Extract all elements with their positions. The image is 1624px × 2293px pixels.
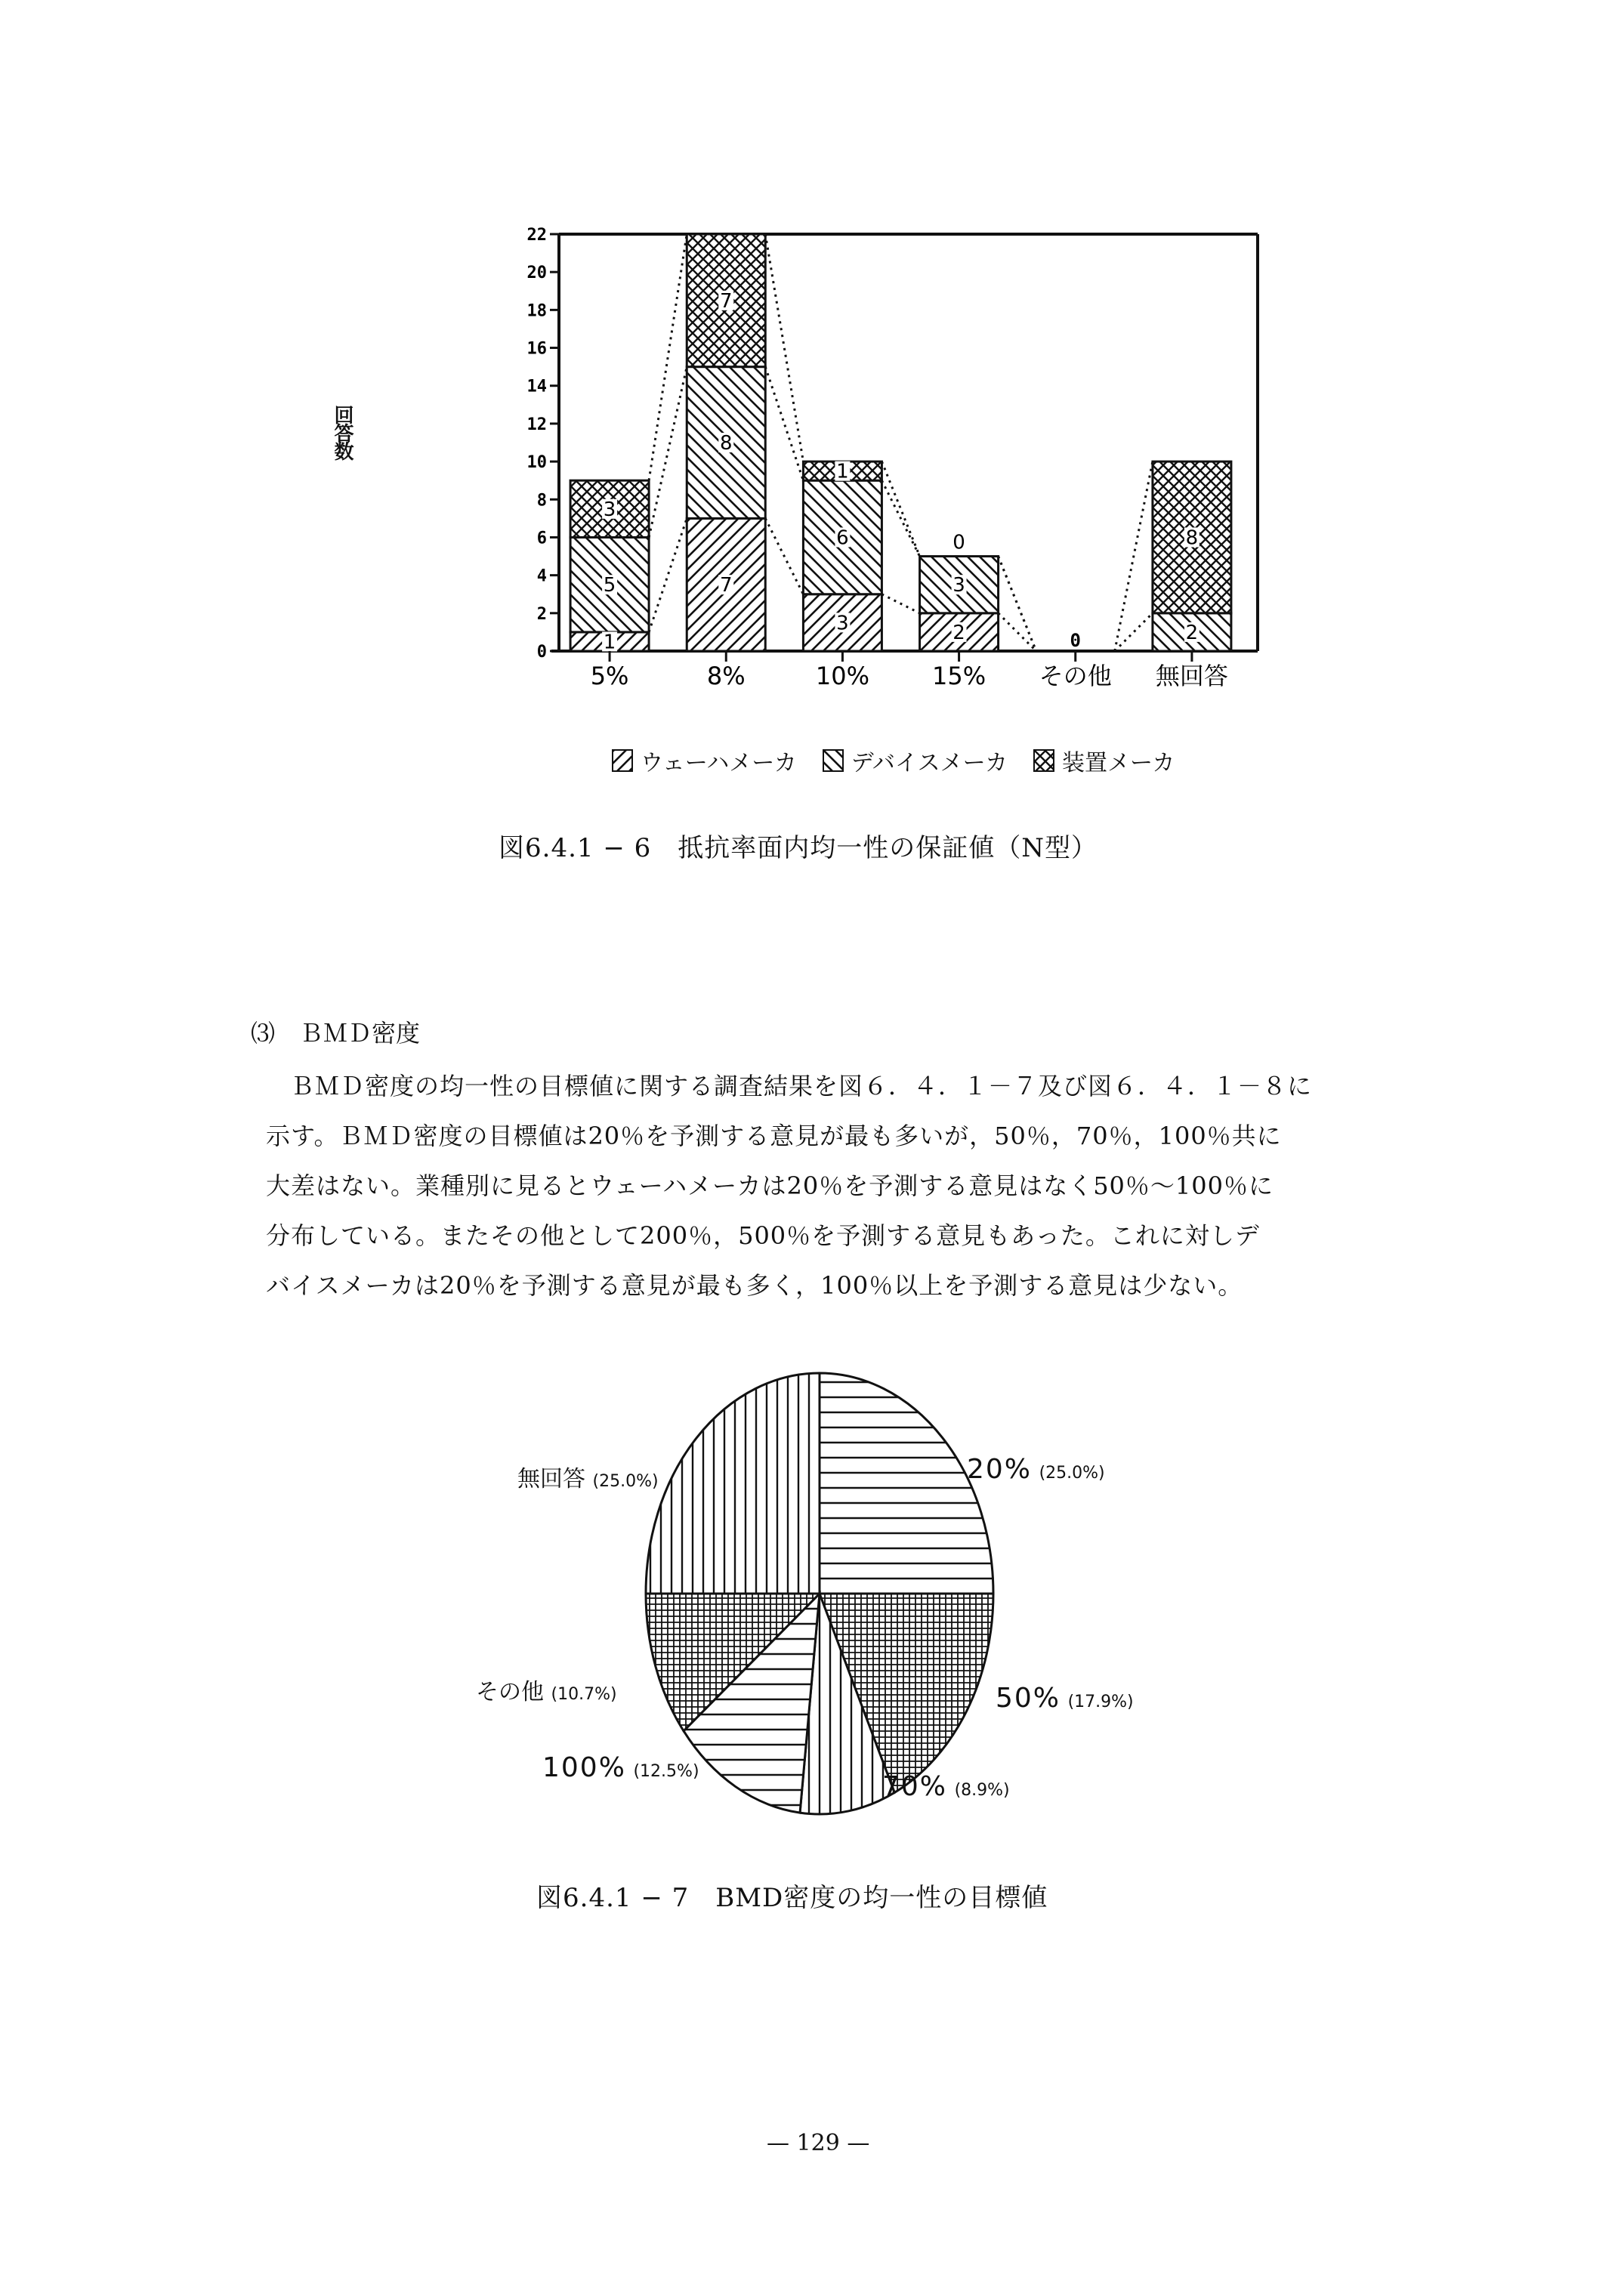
x-tick-label: 15%: [932, 662, 986, 690]
bar-value-label: 5: [603, 574, 616, 597]
pie-label-percent: (8.9%): [954, 1781, 1010, 1800]
bar-value-label: 3: [952, 574, 965, 597]
pie-label-70: [882, 1771, 1010, 1802]
paragraph-line: 示す。ＢＭＤ密度の目標値は20％を予測する意見が最も多いが，50％，70％，100％共に: [266, 1122, 1282, 1150]
y-tick-label: 22: [526, 226, 547, 245]
pie-label-20: [967, 1454, 1105, 1485]
bar-value-label: 6: [836, 526, 849, 550]
y-tick-label: 10: [526, 453, 547, 473]
y-tick-label: 20: [526, 264, 547, 283]
pie-slice: [646, 1373, 820, 1594]
bar-value-label: 7: [719, 289, 733, 313]
pie-label-category: 20%: [967, 1454, 1033, 1485]
x-tick-label: 5%: [590, 662, 629, 690]
pie-label-100: [542, 1752, 699, 1783]
pie-label-percent: (25.0%): [1039, 1464, 1105, 1483]
paragraph-line: ＢＭＤ密度の均一性の目標値に関する調査結果を図６．４．１－７及び図６．４．１－８に: [290, 1072, 1313, 1100]
pie-label-other: [476, 1673, 617, 1706]
bar-chart-y-axis-label: 回答数: [331, 405, 354, 459]
bar-value-label: 1: [836, 460, 849, 483]
x-tick-label: その他: [1039, 662, 1112, 690]
legend-label: ウェーハメーカ: [641, 750, 797, 776]
pie-label-category: 70%: [882, 1771, 948, 1802]
pie-label-category: 100%: [542, 1752, 626, 1783]
bar-value-label: 0: [952, 531, 965, 554]
legend-label: 装置メーカ: [1062, 750, 1175, 776]
pie-label-category: 無回答: [517, 1466, 585, 1492]
figure-caption: 図6.4.1 − 6 抵抗率面内均一性の保証値（N型）: [499, 833, 1098, 863]
pie-label-percent: (17.9%): [1067, 1693, 1134, 1711]
paragraph-line: バイスメーカは20％を予測する意見が最も多く，100％以上を予測する意見は少ない。: [266, 1271, 1243, 1300]
y-tick-label: 8: [536, 491, 547, 511]
y-tick-label: 0: [536, 643, 547, 662]
bar-value-label: 7: [719, 574, 733, 597]
y-tick-label: 4: [536, 566, 547, 586]
pie-label-category: 50%: [996, 1683, 1061, 1714]
y-tick-label: 2: [536, 604, 547, 624]
bar-value-label: 2: [1185, 621, 1199, 644]
page-number: — 129 —: [767, 2130, 870, 2156]
y-tick-label: 14: [526, 377, 547, 397]
figure-caption: 図6.4.1 − 7 BMD密度の均一性の目標値: [536, 1883, 1048, 1913]
paragraph-line: 大差はない。業種別に見るとウェーハメーカは20％を予測する意見はなく50％～100％に: [266, 1171, 1274, 1200]
pie-slices: [646, 1373, 993, 1814]
paragraph-line: 分布している。またその他として200％，500％を予測する意見もあった。これに対しデ: [266, 1221, 1260, 1250]
pie-label-percent: (10.7%): [551, 1685, 617, 1704]
y-tick-label: 12: [526, 415, 547, 434]
bar-value-label: 2: [952, 621, 965, 644]
y-tick-label: 18: [526, 301, 547, 321]
legend-label: デバイスメーカ: [851, 750, 1008, 776]
section-heading: ⑶ ＢＭＤ密度: [251, 1019, 421, 1048]
pie-label-no-answer: [517, 1460, 659, 1493]
x-tick-label: 無回答: [1155, 662, 1228, 690]
y-tick-label: 16: [526, 339, 547, 359]
bar-value-label: 3: [603, 498, 616, 521]
pie-label-50: [996, 1683, 1134, 1714]
pie-label-category: その他: [476, 1679, 544, 1705]
pie-label-percent: (12.5%): [633, 1762, 699, 1781]
bar-value-label: 8: [1185, 526, 1199, 550]
x-tick-label: 10%: [815, 662, 869, 690]
pie-label-percent: (25.0%): [592, 1472, 659, 1491]
bar-value-label: 1: [603, 631, 616, 654]
bar-value-label: 3: [836, 612, 849, 635]
bar-value-label: 0: [1070, 630, 1081, 651]
bar-value-label: 8: [719, 432, 733, 455]
y-tick-label: 6: [536, 529, 547, 548]
x-tick-label: 8%: [706, 662, 746, 690]
